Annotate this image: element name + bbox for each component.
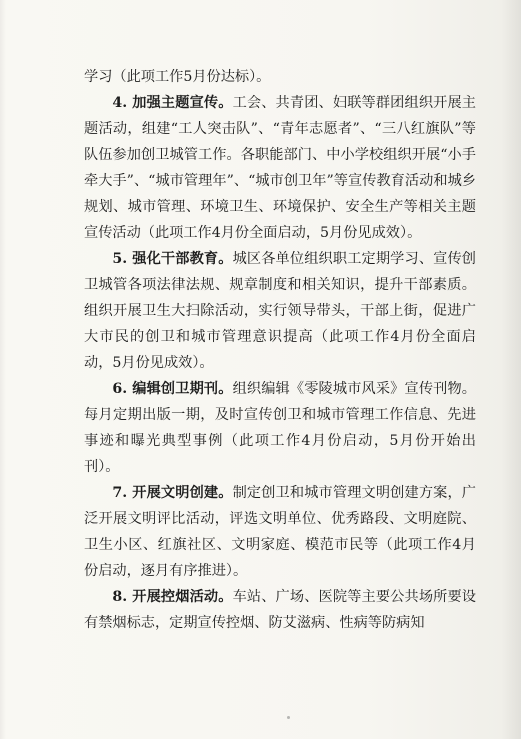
paragraph-continuation [84,64,476,90]
paragraph-text: 工会、共青团、妇联等群团组织开展主题活动，组建“工人突击队”、“青年志愿者”、“三八红旗队”等队伍参加创卫城管工作。各职能部门、中小学校组织开展“小手牵大手”、“城市管理年”、“城市创卫年”等宣传教育活动和城乡规划、城市管理、环境卫生、环境保护、安全生产等相关主题宣传活动（此项工作4月份全面启动，5月份见成效）。 [84,95,476,241]
paragraph-text: 组织编辑《零陵城市风采》宣传刊物。每月定期出版一期，及时宣传创卫和城市管理工作信息、先进事迹和曝光典型事例（此项工作4月份启动，5月份开始出刊）。 [84,381,476,475]
paragraph-text: 城区各单位组织职工定期学习、宣传创卫城管各项法律法规、规章制度和相关知识，提升干部素质。组织开展卫生大扫除活动，实行领导带头，干部上街，促进广大市民的创卫和城市管理意识提高（此项工作4月份全面启动，5月份见成效）。 [84,251,476,371]
document-body [84,64,476,636]
paragraph-text: 学习（此项工作5月份达标）。 [84,69,271,85]
scan-shadow-left [0,0,6,739]
paragraph-item-6 [84,376,476,480]
paragraph-text: 车站、广场、医院等主要公共场所要设有禁烟标志，定期宣传控烟、防艾滋病、性病等防病知 [84,589,476,631]
scan-speck [287,716,290,719]
paragraph-heading: 6. 编辑创卫期刊。 [112,381,233,397]
paragraph-heading: 7. 开展文明创建。 [112,485,233,501]
paragraph-item-8 [84,584,476,636]
paragraph-heading: 4. 加强主题宣传。 [112,95,233,111]
scan-shadow-right [501,0,521,739]
paragraph-item-5 [84,246,476,376]
paragraph-heading: 5. 强化干部教育。 [112,251,233,267]
paragraph-text: 制定创卫和城市管理文明创建方案，广泛开展文明评比活动，评选文明单位、优秀路段、文明庭院、卫生小区、红旗社区、文明家庭、模范市民等（此项工作4月份启动，逐月有序推进）。 [84,485,476,579]
paragraph-heading: 8. 开展控烟活动。 [112,589,233,605]
paragraph-item-7 [84,480,476,584]
paragraph-item-4 [84,90,476,246]
